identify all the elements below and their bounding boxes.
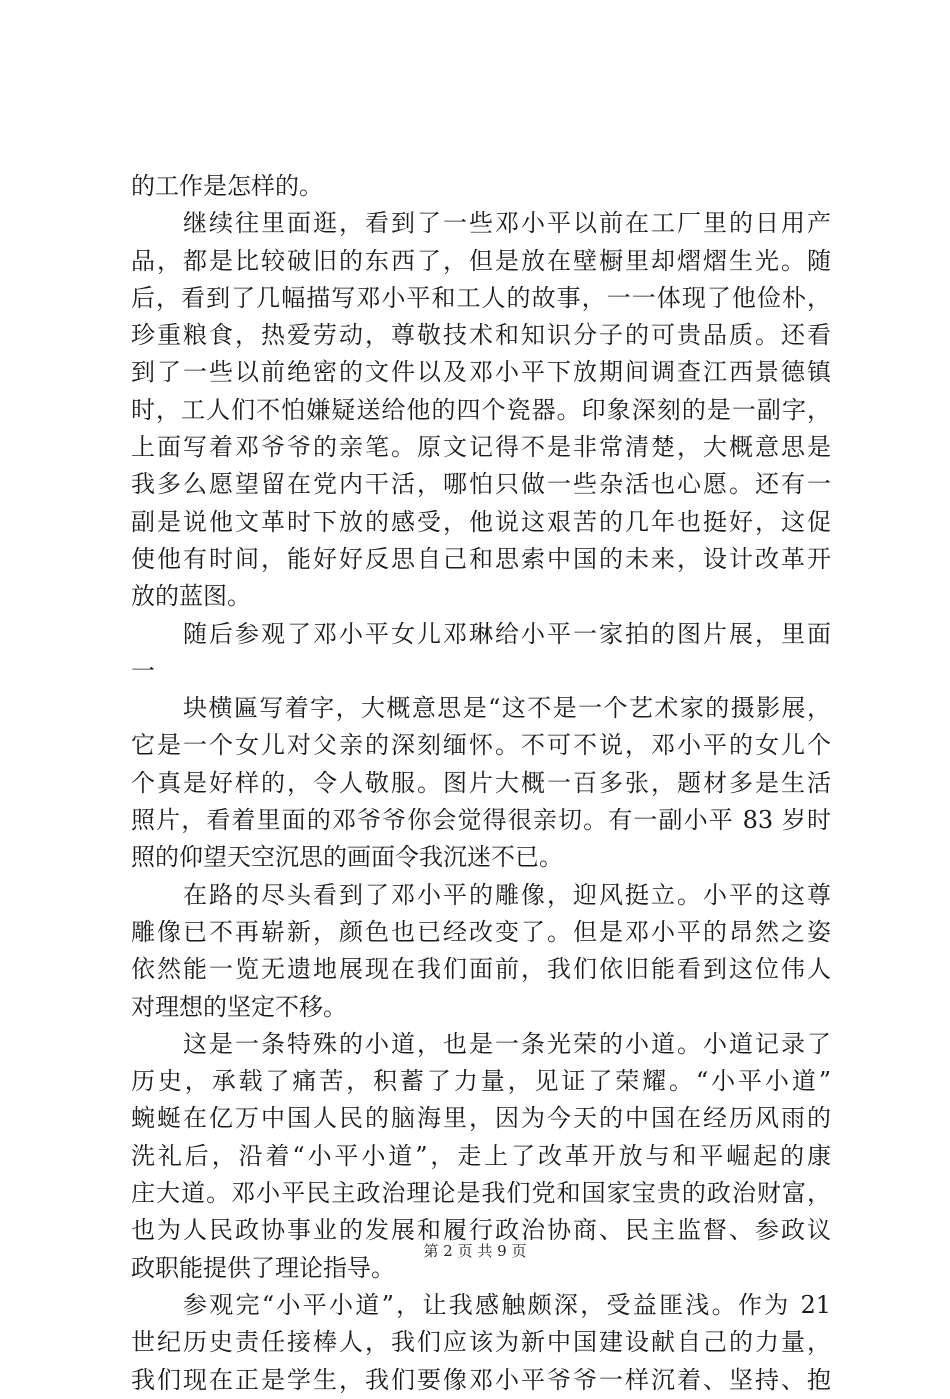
document-body [131,168,831,1399]
text-line: 政职能提供了理论指导。 [131,1253,395,1282]
page-number-footer: 第 2 页 共 9 页 [423,1242,527,1260]
text-line: 时，工人们不怕嫌疑送给他的四个瓷器。印象深刻的是一副字， [131,395,831,424]
text-line: 一 [131,656,155,685]
text-line: 我多么愿望留在党内干活，哪怕只做一些杂活也心愿。还有一 [131,470,831,499]
text-line: 依然能一览无遗地展现在我们面前，我们依旧能看到这位伟人 [131,955,831,984]
text-line: 参观完“小平小道”，让我感触颇深，受益匪浅。作为 21 [183,1290,831,1319]
text-line: 我们现在正是学生，我们要像邓小平爷爷一样沉着、坚持、抱 [131,1365,831,1394]
text-line: 品，都是比较破旧的东西了，但是放在壁橱里却熠熠生光。随 [131,246,831,275]
text-line: 珍重粮食，热爱劳动，尊敬技术和知识分子的可贵品质。还看 [131,321,831,350]
text-line: 个真是好样的，令人敬服。图片大概一百多张，题材多是生活 [131,768,831,797]
text-line: 在路的尽头看到了邓小平的雕像，迎风挺立。小平的这尊 [183,880,831,909]
text-line: 历史，承载了痛苦，积蓄了力量，见证了荣耀。“小平小道” [131,1067,831,1096]
text-line: 随后参观了邓小平女儿邓琳给小平一家拍的图片展，里面 [183,619,831,648]
text-line: 后，看到了几幅描写邓小平和工人的故事，一一体现了他俭朴， [131,283,831,312]
text-line: 继续往里面逛，看到了一些邓小平以前在工厂里的日用产 [183,209,831,238]
text-line: 洗礼后，沿着“小平小道”，走上了改革开放与和平崛起的康 [131,1141,831,1170]
text-line: 放的蓝图。 [131,582,251,611]
text-line: 蜿蜒在亿万中国人民的脑海里，因为今天的中国在经历风雨的 [131,1104,831,1133]
text-line: 上面写着邓爷爷的亲笔。原文记得不是非常清楚，大概意思是 [131,433,831,462]
text-line: 庄大道。邓小平民主政治理论是我们党和国家宝贵的政治财富， [131,1179,831,1208]
text-line: 副是说他文革时下放的感受，他说这艰苦的几年也挺好，这促 [131,507,831,536]
text-line: 块横匾写着字，大概意思是“这不是一个艺术家的摄影展， [183,694,831,723]
text-line: 雕像已不再崭新，颜色也已经改变了。但是邓小平的昂然之姿 [131,917,831,946]
text-line: 照片，看着里面的邓爷爷你会觉得很亲切。有一副小平 83 岁时 [131,806,831,835]
text-line: 照的仰望天空沉思的画面令我沉迷不已。 [131,843,563,872]
text-line: 到了一些以前绝密的文件以及邓小平下放期间调查江西景德镇 [131,358,831,387]
text-line: 使他有时间，能好好反思自己和思索中国的未来，设计改革开 [131,544,831,573]
text-line: 这是一条特殊的小道，也是一条光荣的小道。小道记录了 [183,1029,831,1058]
text-line: 它是一个女儿对父亲的深刻缅怀。不可不说，邓小平的女儿个 [131,731,831,760]
text-line: 世纪历史责任接棒人，我们应该为新中国建设献自己的力量， [131,1328,831,1357]
text-line: 对理想的坚定不移。 [131,992,347,1021]
text-line: 的工作是怎样的。 [131,172,323,200]
text-line: 也为人民政协事业的发展和履行政治协商、民主监督、参政议 [131,1216,831,1245]
